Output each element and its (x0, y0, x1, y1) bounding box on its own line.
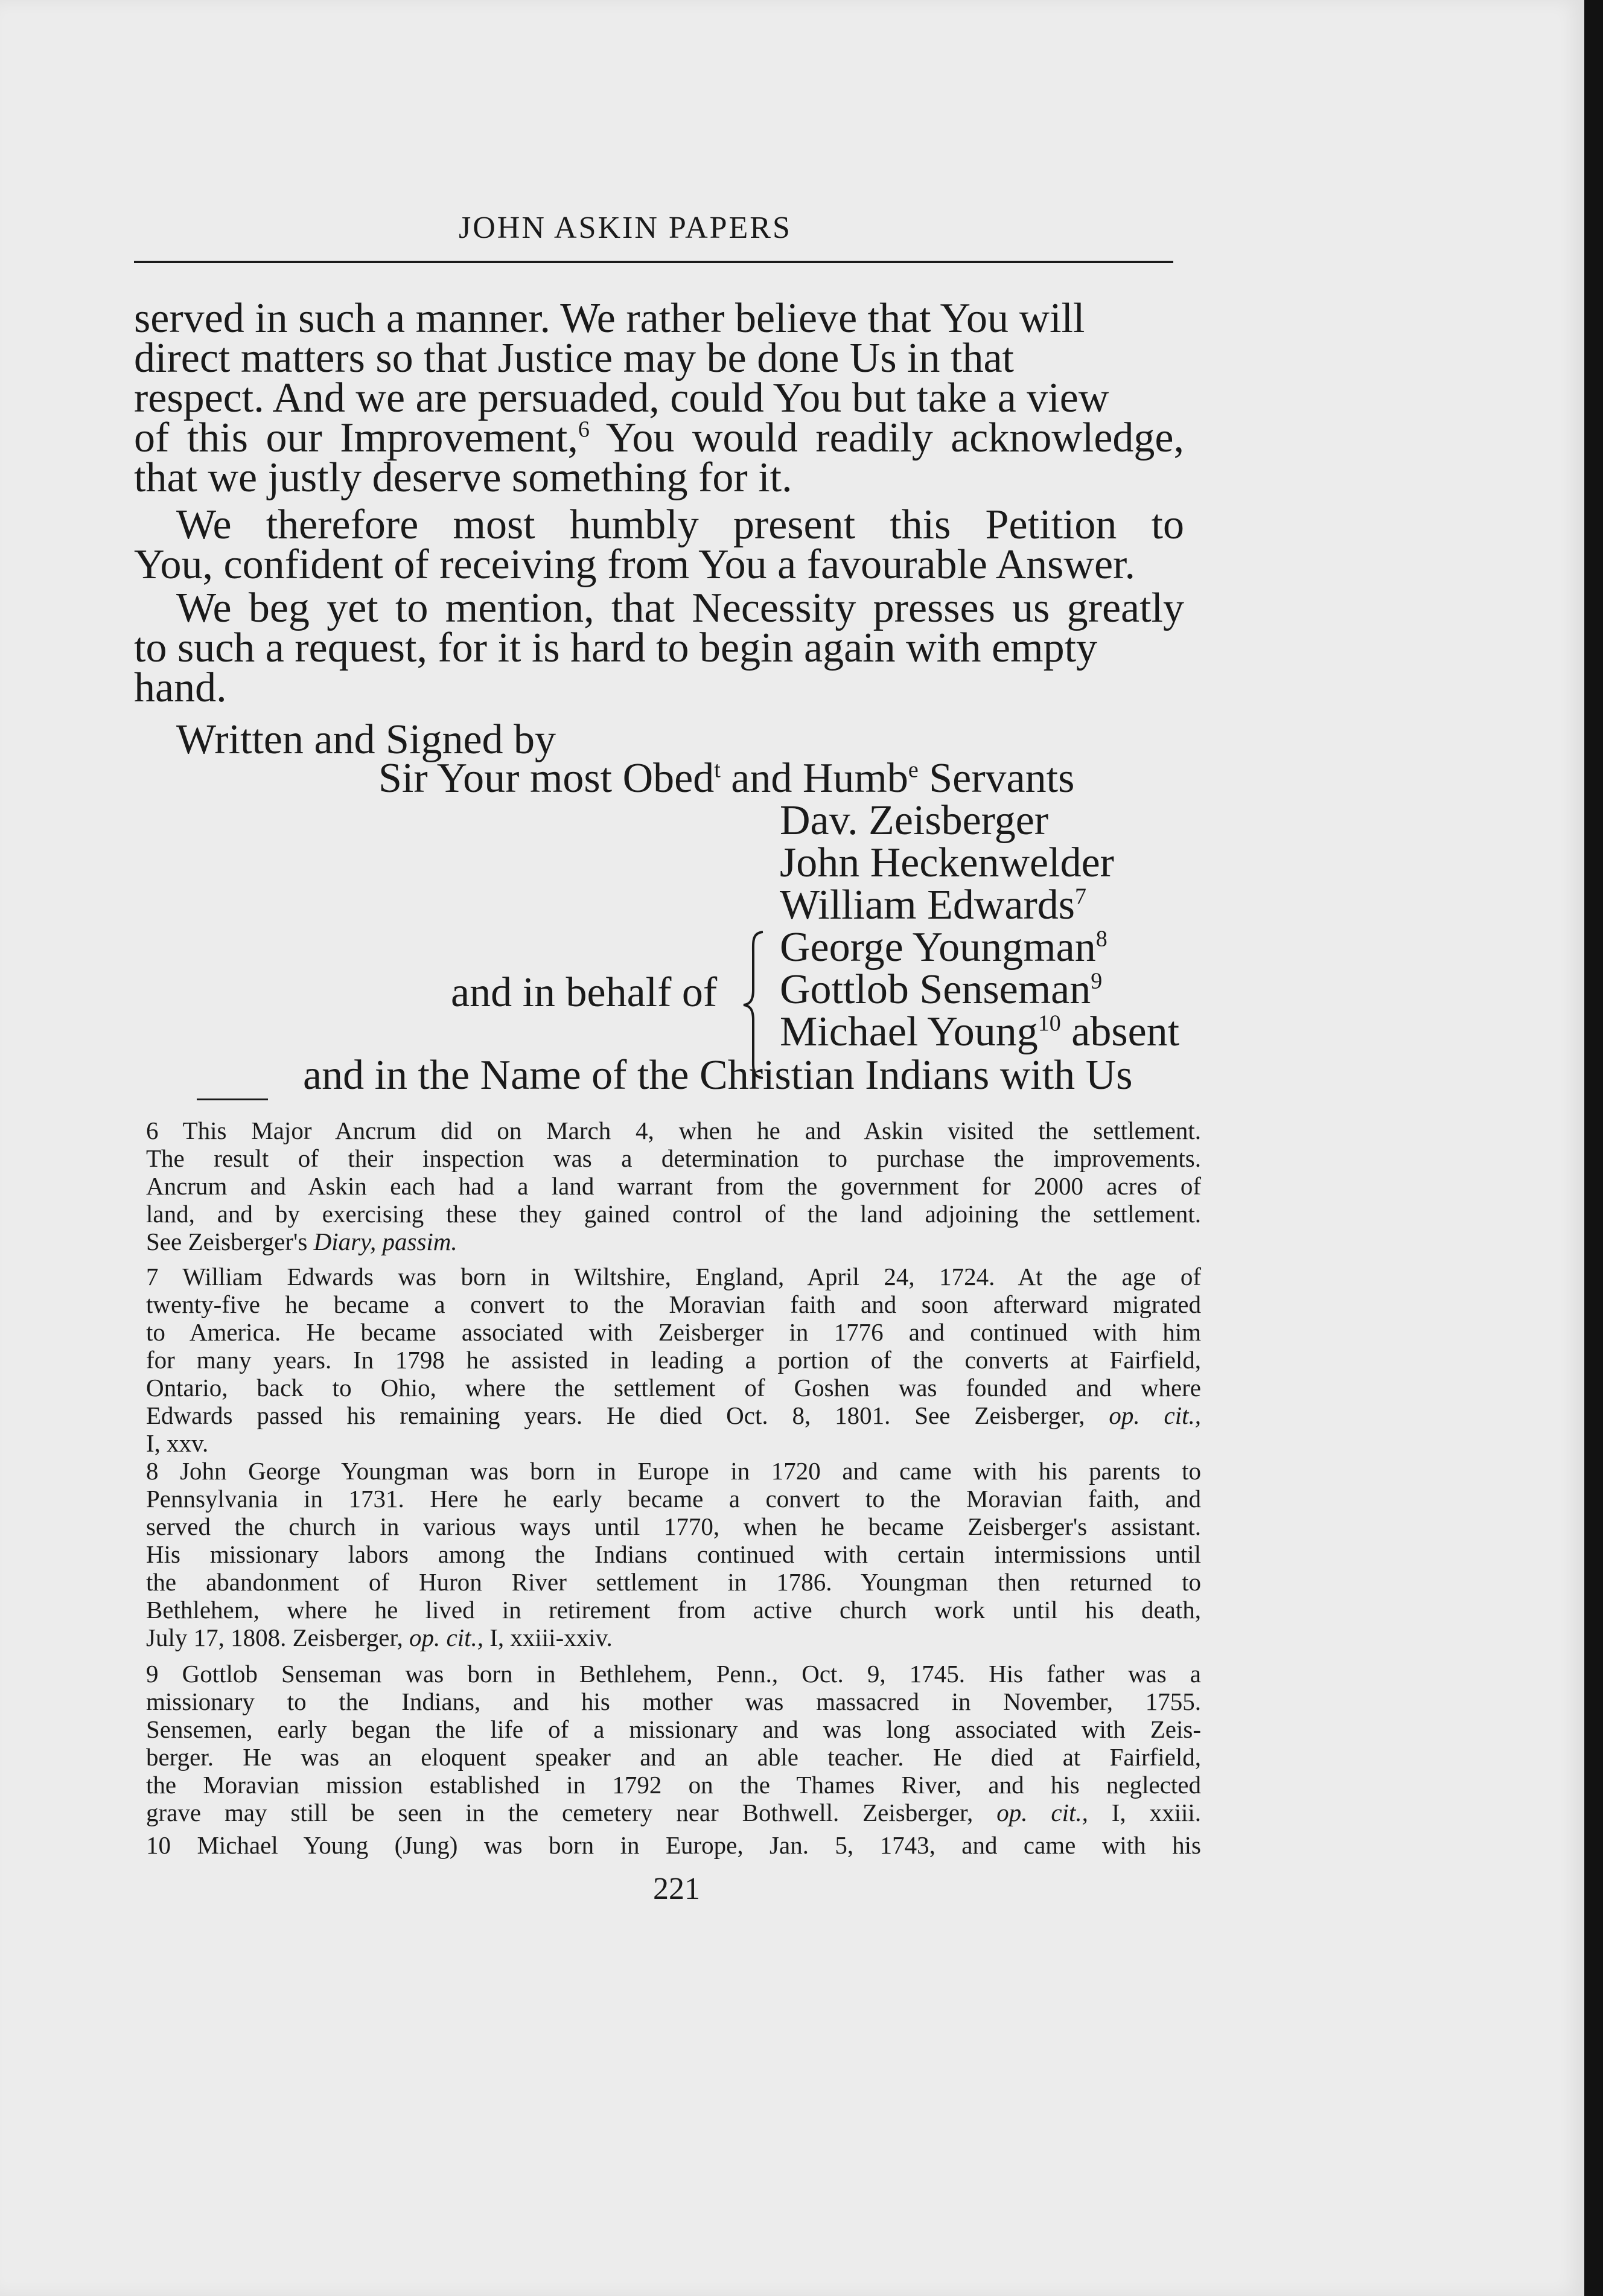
footnote-line (146, 1228, 1201, 1255)
superscript: t (714, 757, 721, 783)
footnote-marker: 9 (1091, 968, 1103, 994)
fn-italic: op. cit., (1109, 1402, 1202, 1429)
signer-name (780, 881, 1086, 930)
footnote-line: Ontario, back to Ohio, where the settlement of Goshen was founded and where (146, 1374, 1201, 1402)
behalf-text: George Youngman (780, 924, 1096, 971)
footnote-6 (146, 1117, 1201, 1255)
behalf-name (780, 1008, 1179, 1056)
footnote-line: 9 Gottlob Senseman was born in Bethlehem, Penn., Oct. 9, 1745. His father was a (146, 1660, 1201, 1688)
footnote-line (146, 1799, 1201, 1826)
footnote-8 (146, 1457, 1201, 1651)
footnote-line: missionary to the Indians, and his mother was massacred in November, 1755. (146, 1688, 1201, 1715)
fn-italic: Diary, passim. (313, 1228, 457, 1255)
final-line: and in the Name of the Christian Indians with Us (303, 1052, 1133, 1099)
page-edge-shadow (1584, 0, 1603, 2296)
fn-text: I, xxiii-xxiv. (483, 1624, 613, 1651)
footnote-line: His missionary labors among the Indians continued with certain intermissions until (146, 1540, 1201, 1568)
text-line: We therefore most humbly present this Petition to (176, 502, 1184, 548)
signer-text: William Edwards (780, 882, 1076, 928)
text-line: to such a request, for it is hard to begin again with empty (134, 625, 1098, 671)
footnote-line: berger. He was an eloquent speaker and an able teacher. He died at Fairfield, (146, 1743, 1201, 1771)
closing-salutation (378, 754, 1074, 803)
footnote-7 (146, 1263, 1201, 1457)
footnote-rule (197, 1099, 268, 1100)
fn-text: See Zeisberger's (146, 1228, 308, 1255)
footnote-line (146, 1402, 1201, 1429)
footnote-line: twenty-five he became a convert to the Moravian faith and soon afterward migrated (146, 1290, 1201, 1318)
text-line: We beg yet to mention, that Necessity presses us greatly (176, 585, 1184, 631)
footnote-line: the abandonment of Huron River settlement in 1786. Youngman then returned to (146, 1568, 1201, 1596)
text-line: direct matters so that Justice may be done Us in that (134, 335, 1014, 381)
behalf-text: Gottlob Senseman (780, 966, 1091, 1013)
header-rule (134, 261, 1173, 263)
text-line: You, confident of receiving from You a favourable Answer. (134, 541, 1135, 588)
footnote-line: Ancrum and Askin each had a land warrant from the government for 2000 acres of (146, 1172, 1201, 1200)
page-number: 221 (653, 1872, 700, 1906)
text-span: Sir Your most Obed (378, 755, 715, 802)
fn-text: July 17, 1808. Zeisberger, (146, 1624, 403, 1651)
footnote-line: Pennsylvania in 1731. Here he early became a convert to the Moravian faith, and (146, 1485, 1201, 1513)
footnote-line: Bethlehem, where he lived in retirement from active church work until his death, (146, 1596, 1201, 1624)
text-line: hand. (134, 665, 227, 711)
footnote-line: the Moravian mission established in 1792 on the Thames River, and his neglected (146, 1771, 1201, 1799)
footnote-marker: 10 (1037, 1010, 1061, 1036)
signer-text: John Heckenwelder (780, 840, 1114, 886)
running-head: JOHN ASKIN PAPERS (459, 211, 792, 245)
footnote-line: served the church in various ways until 1770, when he became Zeisberger's assistant. (146, 1513, 1201, 1540)
behalf-name (780, 966, 1102, 1014)
footnote-line: to America. He became associated with Zeisberger in 1776 and continued with him (146, 1318, 1201, 1346)
footnote-10 (146, 1831, 1201, 1859)
behalf-text: Michael Young (780, 1009, 1038, 1055)
behalf-name (780, 923, 1107, 972)
fn-italic: op. cit., (996, 1799, 1088, 1826)
footnote-line: 10 Michael Young (Jung) was born in Europe, Jan. 5, 1743, and came with his (146, 1831, 1201, 1859)
footnote-line (146, 1624, 1201, 1651)
footnote-marker: 7 (1075, 884, 1087, 910)
fn-text: I, xxiii. (1088, 1799, 1202, 1826)
footnote-marker: 8 (1095, 926, 1107, 952)
footnote-line: I, xxv. (146, 1429, 209, 1457)
text-line: served in such a manner. We rather believe that You will (134, 295, 1085, 342)
text-span: Servants (918, 755, 1075, 802)
footnote-line: The result of their inspection was a determination to purchase the improvements. (146, 1144, 1201, 1172)
superscript: e (908, 757, 919, 783)
fn-italic: op. cit., (409, 1624, 483, 1651)
footnote-line: 8 John George Youngman was born in Europe in 1720 and came with his parents to (146, 1457, 1201, 1485)
behalf-label: and in behalf of (451, 969, 718, 1016)
text-line: that we justly deserve something for it. (134, 454, 792, 501)
text-span: of this our Improvement, (134, 415, 578, 461)
signer-name (780, 839, 1114, 887)
signer-name (780, 797, 1048, 845)
footnote-line: land, and by exercising these they gained control of the land adjoining the settlement. (146, 1200, 1201, 1228)
footnote-line: 7 William Edwards was born in Wiltshire, England, April 24, 1724. At the age of (146, 1263, 1201, 1290)
fn-text: Edwards passed his remaining years. He died Oct. 8, 1801. See Zeisberger, (146, 1402, 1085, 1429)
text-line: respect. And we are persuaded, could You but take a view (134, 375, 1109, 421)
signer-text: Dav. Zeisberger (780, 797, 1049, 844)
fn-text: grave may still be seen in the cemetery near Bothwell. Zeisberger, (146, 1799, 974, 1826)
curly-brace (741, 930, 765, 1080)
text-line: Written and Signed by (176, 716, 556, 763)
footnote-line: for many years. In 1798 he assisted in leading a portion of the converts at Fairfield, (146, 1346, 1201, 1374)
footnote-9 (146, 1660, 1201, 1826)
text-span: You would readily acknowledge, (589, 415, 1184, 461)
footnote-marker: 6 (578, 416, 590, 442)
behalf-note: absent (1060, 1009, 1180, 1055)
footnote-line: 6 This Major Ancrum did on March 4, when he and Askin visited the settlement. (146, 1117, 1201, 1144)
text-span: and Humb (720, 755, 908, 802)
footnote-line: Sensemen, early began the life of a missionary and was long associated with Zeis- (146, 1715, 1201, 1743)
